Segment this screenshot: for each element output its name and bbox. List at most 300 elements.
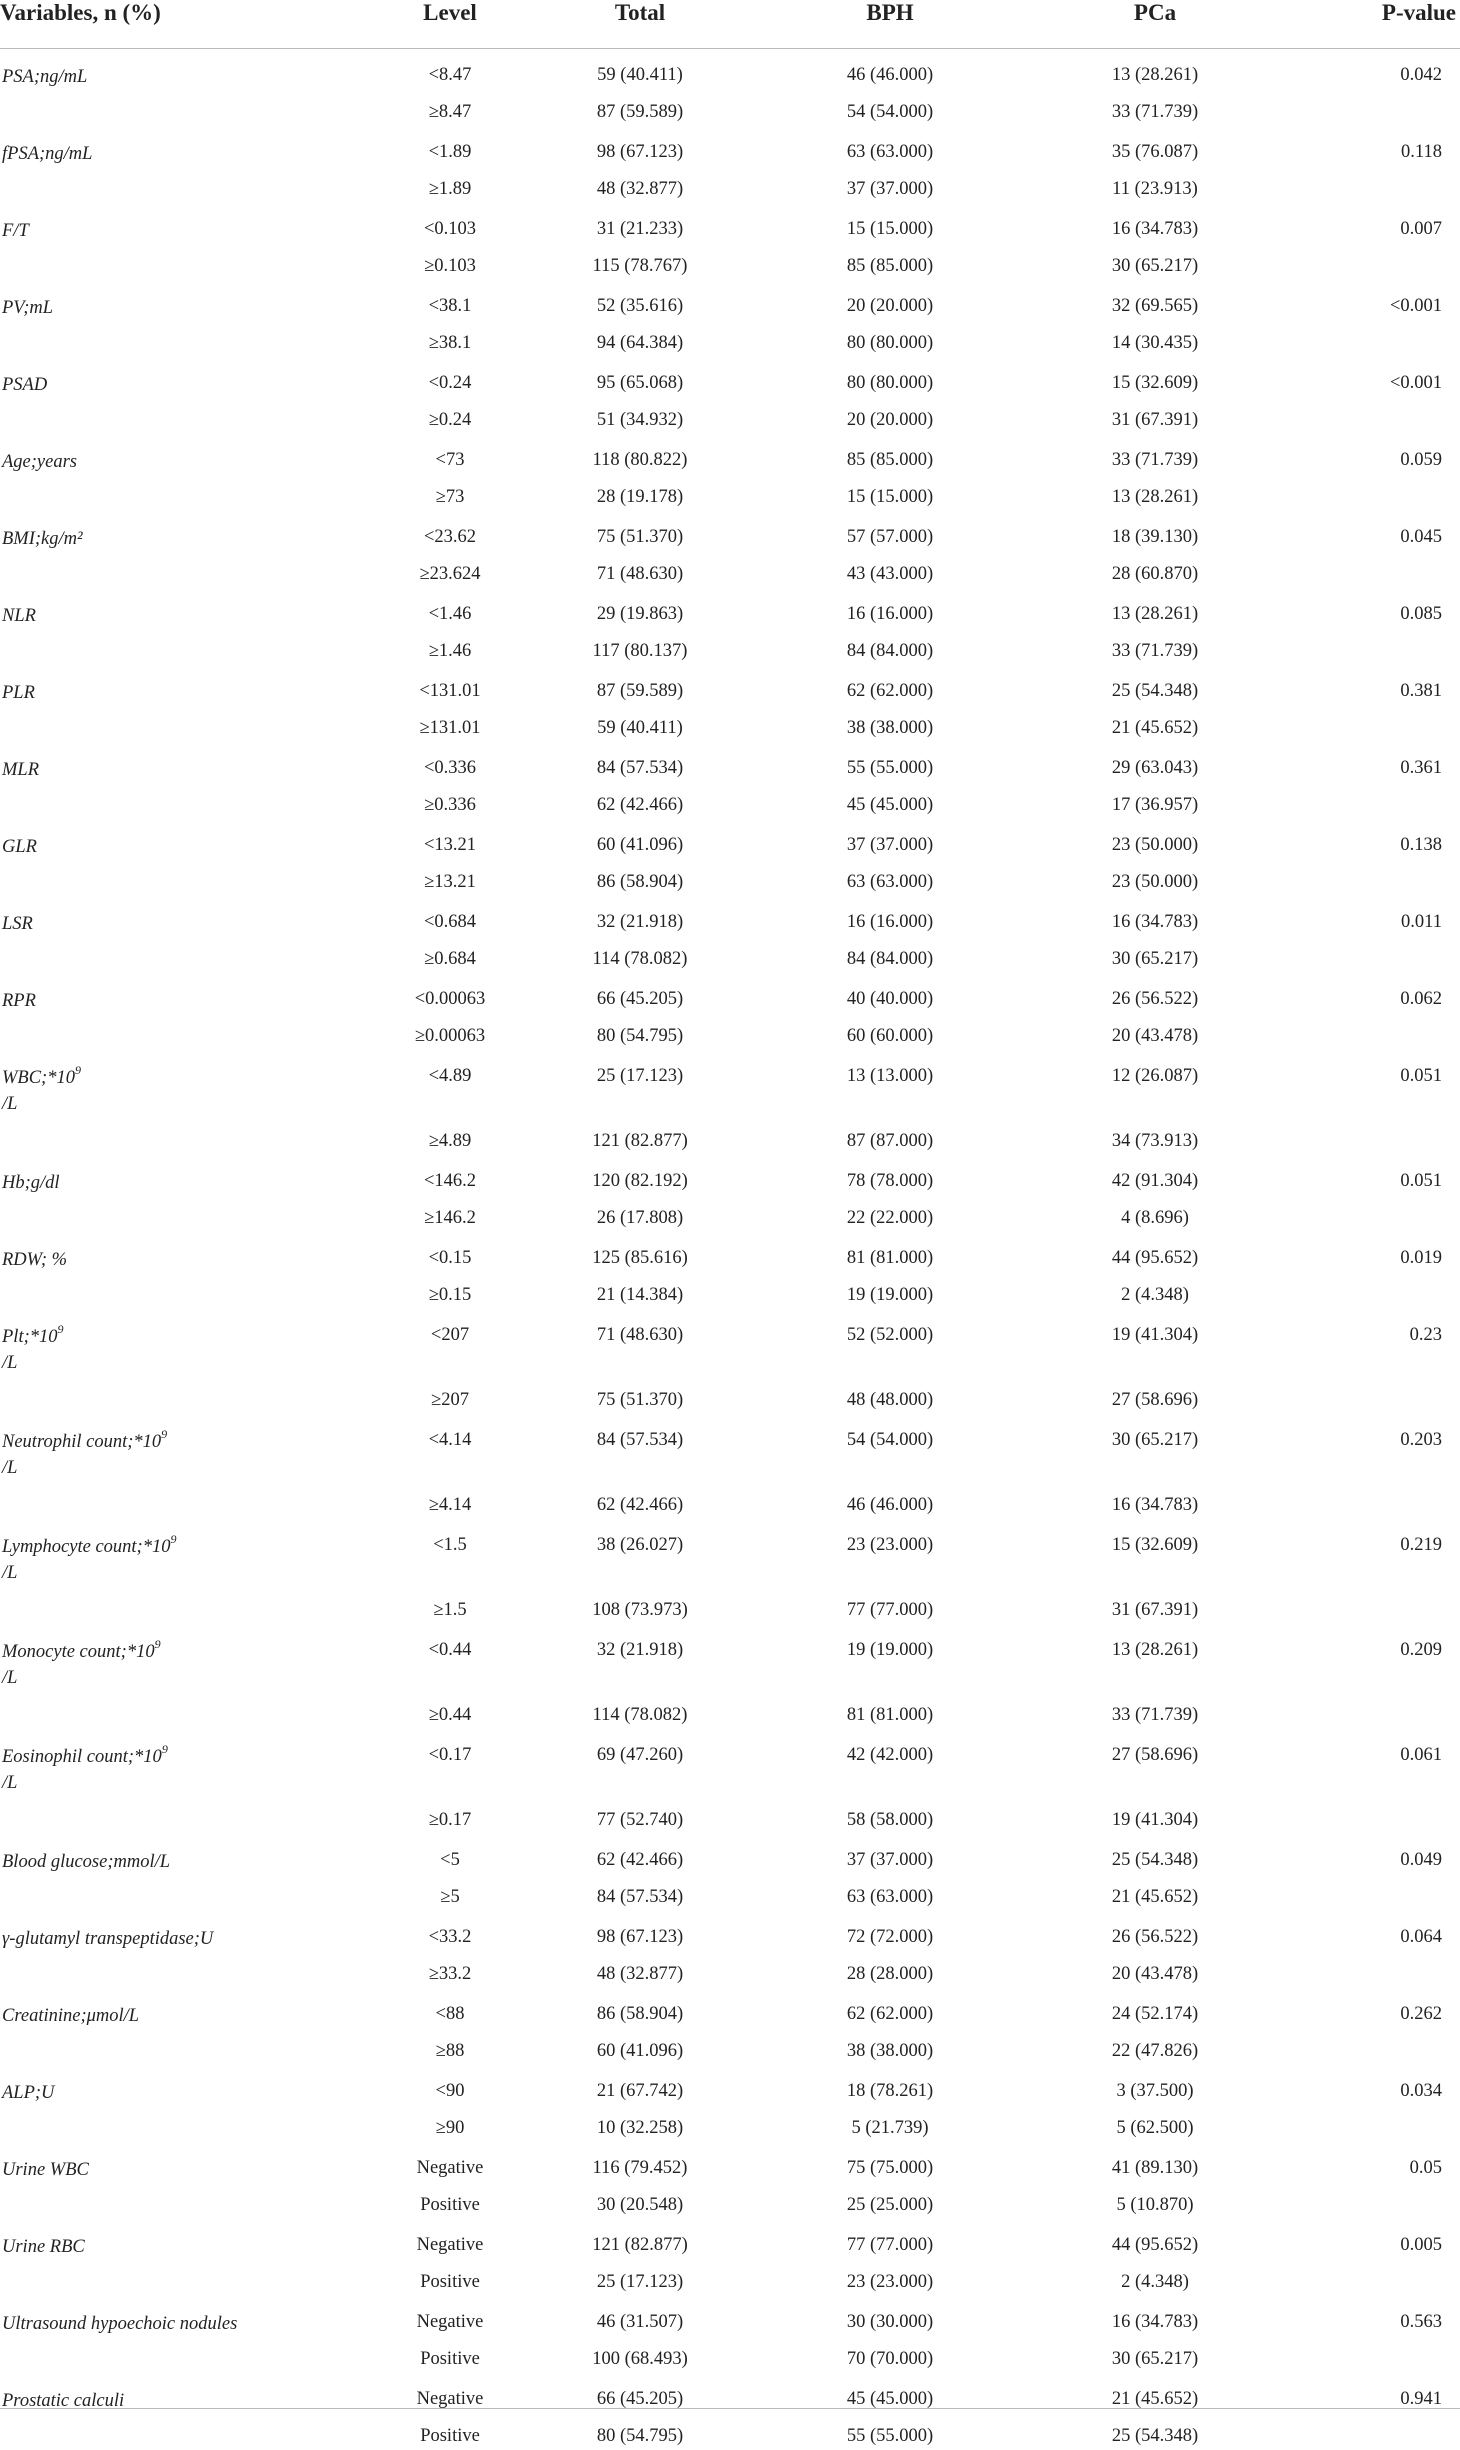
table-row: [0, 718, 1460, 742]
level-cell: ≥73: [370, 487, 530, 511]
pca-cell: 44 (95.652): [1030, 2219, 1280, 2272]
total-cell: 117 (80.137): [530, 641, 750, 665]
table-row: [0, 487, 1460, 511]
total-cell: 21 (67.742): [530, 2065, 750, 2118]
bph-cell: 25 (25.000): [750, 2195, 1030, 2219]
level-cell: ≥0.24: [370, 410, 530, 434]
bph-cell: 62 (62.000): [750, 665, 1030, 718]
pca-cell: 31 (67.391): [1030, 1600, 1280, 1624]
p-value-cell: [1280, 872, 1460, 896]
header-bph: BPH: [750, 0, 1030, 49]
total-cell: 48 (32.877): [530, 1964, 750, 1988]
level-cell: Positive: [370, 2272, 530, 2296]
variable-name: RDW; %: [2, 1250, 67, 1270]
variable-name: NLR: [2, 606, 36, 626]
variable-name: PSA;ng/mL: [2, 67, 87, 87]
variable-name: PLR: [2, 683, 35, 703]
variable-cell: [0, 1155, 370, 1208]
level-cell: <38.1: [370, 280, 530, 333]
bph-cell: 87 (87.000): [750, 1131, 1030, 1155]
level-cell: Positive: [370, 2426, 530, 2450]
total-cell: 86 (58.904): [530, 872, 750, 896]
total-cell: 98 (67.123): [530, 1911, 750, 1964]
bph-cell: 16 (16.000): [750, 896, 1030, 949]
header-level: Level: [370, 0, 530, 49]
variable-name: PV;mL: [2, 298, 53, 318]
pca-cell: 17 (36.957): [1030, 795, 1280, 819]
bph-cell: 60 (60.000): [750, 1026, 1030, 1050]
table-row: [0, 795, 1460, 819]
level-cell: <207: [370, 1309, 530, 1390]
total-cell: 84 (57.534): [530, 1887, 750, 1911]
level-cell: ≥0.336: [370, 795, 530, 819]
p-value-cell: [1280, 1705, 1460, 1729]
pca-cell: 19 (41.304): [1030, 1309, 1280, 1390]
p-value-cell: [1280, 2426, 1460, 2450]
variable-cell: [0, 973, 370, 1026]
total-cell: 86 (58.904): [530, 1988, 750, 2041]
bph-cell: 38 (38.000): [750, 718, 1030, 742]
table-row: [0, 2349, 1460, 2373]
pca-cell: 33 (71.739): [1030, 641, 1280, 665]
bph-cell: 19 (19.000): [750, 1285, 1030, 1309]
pca-cell: 2 (4.348): [1030, 2272, 1280, 2296]
p-value-cell: [1280, 256, 1460, 280]
level-cell: <0.24: [370, 357, 530, 410]
pca-cell: 33 (71.739): [1030, 434, 1280, 487]
p-value-cell: [1280, 410, 1460, 434]
pca-cell: 3 (37.500): [1030, 2065, 1280, 2118]
table-row: [0, 564, 1460, 588]
level-cell: ≥38.1: [370, 333, 530, 357]
variable-cell: [0, 280, 370, 333]
pca-cell: 24 (52.174): [1030, 1988, 1280, 2041]
bph-cell: 54 (54.000): [750, 102, 1030, 126]
variable-unit: /L: [2, 1094, 17, 1114]
variable-name: Blood glucose;mmol/L: [2, 1852, 170, 1872]
bph-cell: 20 (20.000): [750, 280, 1030, 333]
pca-cell: 13 (28.261): [1030, 487, 1280, 511]
bph-cell: 70 (70.000): [750, 2349, 1030, 2373]
table-row: [0, 973, 1460, 1026]
p-value-cell: [1280, 1887, 1460, 1911]
variable-unit: /L: [2, 1458, 17, 1478]
table-row: [0, 588, 1460, 641]
variable-name: Monocyte count;*10: [2, 1642, 155, 1662]
level-cell: Negative: [370, 2142, 530, 2195]
bph-cell: 45 (45.000): [750, 2373, 1030, 2426]
p-value-cell: 0.219: [1280, 1519, 1460, 1600]
bph-cell: 84 (84.000): [750, 641, 1030, 665]
table-row: [0, 1600, 1460, 1624]
variable-cell: [0, 819, 370, 872]
variable-cell: [0, 1208, 370, 1232]
total-cell: 62 (42.466): [530, 1834, 750, 1887]
p-value-cell: 0.563: [1280, 2296, 1460, 2349]
total-cell: 84 (57.534): [530, 1414, 750, 1495]
total-cell: 46 (31.507): [530, 2296, 750, 2349]
total-cell: 25 (17.123): [530, 1050, 750, 1131]
table-row: [0, 1911, 1460, 1964]
bph-cell: 28 (28.000): [750, 1964, 1030, 1988]
p-value-cell: [1280, 2041, 1460, 2065]
variable-cell: [0, 1887, 370, 1911]
level-cell: <0.336: [370, 742, 530, 795]
table-row: [0, 1285, 1460, 1309]
variable-name: RPR: [2, 991, 36, 1011]
table-row: [0, 1155, 1460, 1208]
bph-cell: 42 (42.000): [750, 1729, 1030, 1810]
bph-cell: 55 (55.000): [750, 742, 1030, 795]
bph-cell: 23 (23.000): [750, 2272, 1030, 2296]
total-cell: 80 (54.795): [530, 1026, 750, 1050]
p-value-cell: 0.118: [1280, 126, 1460, 179]
variable-superscript: 9: [75, 1063, 81, 1077]
variable-unit: /L: [2, 1563, 17, 1583]
bph-cell: 37 (37.000): [750, 1834, 1030, 1887]
level-cell: ≥146.2: [370, 1208, 530, 1232]
level-cell: ≥90: [370, 2118, 530, 2142]
total-cell: 62 (42.466): [530, 1495, 750, 1519]
total-cell: 95 (65.068): [530, 357, 750, 410]
table-row: [0, 1705, 1460, 1729]
variable-cell: [0, 949, 370, 973]
pca-cell: 23 (50.000): [1030, 872, 1280, 896]
bph-cell: 63 (63.000): [750, 126, 1030, 179]
level-cell: ≥0.684: [370, 949, 530, 973]
variable-cell: [0, 1050, 370, 1131]
level-cell: ≥1.5: [370, 1600, 530, 1624]
table-row: [0, 1834, 1460, 1887]
bph-cell: 30 (30.000): [750, 2296, 1030, 2349]
bph-cell: 84 (84.000): [750, 949, 1030, 973]
bph-cell: 77 (77.000): [750, 1600, 1030, 1624]
total-cell: 115 (78.767): [530, 256, 750, 280]
table-row: [0, 1414, 1460, 1495]
pca-cell: 20 (43.478): [1030, 1964, 1280, 1988]
table-row: [0, 1208, 1460, 1232]
variable-cell: [0, 2219, 370, 2272]
variable-unit: /L: [2, 1668, 17, 1688]
level-cell: ≥88: [370, 2041, 530, 2065]
header-p-value: P-value: [1280, 0, 1460, 49]
variable-name: ALP;U: [2, 2083, 54, 2103]
level-cell: <131.01: [370, 665, 530, 718]
bph-cell: 80 (80.000): [750, 333, 1030, 357]
p-value-cell: 0.051: [1280, 1155, 1460, 1208]
p-value-cell: [1280, 1208, 1460, 1232]
bph-cell: 43 (43.000): [750, 564, 1030, 588]
total-cell: 51 (34.932): [530, 410, 750, 434]
variable-name: Eosinophil count;*10: [2, 1747, 162, 1767]
table-row: [0, 641, 1460, 665]
variable-name: Lymphocyte count;*10: [2, 1537, 170, 1557]
level-cell: <4.14: [370, 1414, 530, 1495]
pca-cell: 27 (58.696): [1030, 1729, 1280, 1810]
table-row: [0, 1887, 1460, 1911]
variable-cell: [0, 1495, 370, 1519]
pca-cell: 5 (62.500): [1030, 2118, 1280, 2142]
p-value-cell: [1280, 564, 1460, 588]
variable-name: WBC;*10: [2, 1068, 75, 1088]
total-cell: 38 (26.027): [530, 1519, 750, 1600]
bph-cell: 55 (55.000): [750, 2426, 1030, 2450]
variable-cell: [0, 102, 370, 126]
pca-cell: 21 (45.652): [1030, 2373, 1280, 2426]
table-row: [0, 1964, 1460, 1988]
total-cell: 121 (82.877): [530, 2219, 750, 2272]
total-cell: 69 (47.260): [530, 1729, 750, 1810]
table-row: [0, 511, 1460, 564]
variable-name: PSAD: [2, 375, 47, 395]
variable-cell: [0, 1988, 370, 2041]
pca-cell: 26 (56.522): [1030, 1911, 1280, 1964]
bph-cell: 81 (81.000): [750, 1232, 1030, 1285]
variable-cell: [0, 1729, 370, 1810]
bph-cell: 16 (16.000): [750, 588, 1030, 641]
table-row: [0, 1624, 1460, 1705]
variable-cell: [0, 2118, 370, 2142]
variable-cell: [0, 2426, 370, 2450]
variable-name: BMI;kg/m²: [2, 529, 83, 549]
table-row: [0, 1519, 1460, 1600]
bph-cell: 46 (46.000): [750, 49, 1030, 103]
bph-cell: 22 (22.000): [750, 1208, 1030, 1232]
bph-cell: 37 (37.000): [750, 179, 1030, 203]
header-total: Total: [530, 0, 750, 49]
level-cell: ≥33.2: [370, 1964, 530, 1988]
p-value-cell: 0.051: [1280, 1050, 1460, 1131]
table-row: [0, 2296, 1460, 2349]
p-value-cell: [1280, 102, 1460, 126]
p-value-cell: [1280, 1390, 1460, 1414]
level-cell: ≥4.89: [370, 1131, 530, 1155]
pca-cell: 15 (32.609): [1030, 1519, 1280, 1600]
variable-name: Hb;g/dl: [2, 1173, 60, 1193]
level-cell: <1.89: [370, 126, 530, 179]
pca-cell: 32 (69.565): [1030, 280, 1280, 333]
variable-name: Urine RBC: [2, 2237, 85, 2257]
p-value-cell: 0.007: [1280, 203, 1460, 256]
variable-cell: [0, 2373, 370, 2426]
variable-cell: [0, 1285, 370, 1309]
total-cell: 108 (73.973): [530, 1600, 750, 1624]
total-cell: 87 (59.589): [530, 102, 750, 126]
table-row: [0, 333, 1460, 357]
p-value-cell: 0.23: [1280, 1309, 1460, 1390]
variable-cell: [0, 1624, 370, 1705]
total-cell: 30 (20.548): [530, 2195, 750, 2219]
p-value-cell: <0.001: [1280, 357, 1460, 410]
variable-name: F/T: [2, 221, 29, 241]
p-value-cell: 0.203: [1280, 1414, 1460, 1495]
bph-cell: 72 (72.000): [750, 1911, 1030, 1964]
table-row: [0, 1729, 1460, 1810]
p-value-cell: [1280, 1964, 1460, 1988]
variable-unit: /L: [2, 1773, 17, 1793]
table-row: [0, 2065, 1460, 2118]
table-row: [0, 2219, 1460, 2272]
p-value-cell: 0.062: [1280, 973, 1460, 1026]
pca-cell: 4 (8.696): [1030, 1208, 1280, 1232]
pca-cell: 2 (4.348): [1030, 1285, 1280, 1309]
total-cell: 26 (17.808): [530, 1208, 750, 1232]
table-row: [0, 126, 1460, 179]
variable-cell: [0, 872, 370, 896]
pca-cell: 21 (45.652): [1030, 718, 1280, 742]
total-cell: 59 (40.411): [530, 49, 750, 103]
bph-cell: 23 (23.000): [750, 1519, 1030, 1600]
total-cell: 10 (32.258): [530, 2118, 750, 2142]
total-cell: 118 (80.822): [530, 434, 750, 487]
level-cell: ≥1.89: [370, 179, 530, 203]
pca-cell: 16 (34.783): [1030, 1495, 1280, 1519]
p-value-cell: 0.361: [1280, 742, 1460, 795]
table-row: [0, 1988, 1460, 2041]
level-cell: Positive: [370, 2195, 530, 2219]
bph-cell: 13 (13.000): [750, 1050, 1030, 1131]
level-cell: <1.46: [370, 588, 530, 641]
variable-cell: [0, 564, 370, 588]
level-cell: <1.5: [370, 1519, 530, 1600]
bph-cell: 38 (38.000): [750, 2041, 1030, 2065]
level-cell: ≥131.01: [370, 718, 530, 742]
bph-cell: 45 (45.000): [750, 795, 1030, 819]
level-cell: ≥4.14: [370, 1495, 530, 1519]
total-cell: 66 (45.205): [530, 973, 750, 1026]
variable-cell: [0, 641, 370, 665]
p-value-cell: 0.085: [1280, 588, 1460, 641]
level-cell: <13.21: [370, 819, 530, 872]
total-cell: 80 (54.795): [530, 2426, 750, 2450]
variable-superscript: 9: [58, 1322, 64, 1336]
pca-cell: 25 (54.348): [1030, 1834, 1280, 1887]
total-cell: 75 (51.370): [530, 1390, 750, 1414]
level-cell: ≥0.00063: [370, 1026, 530, 1050]
level-cell: ≥5: [370, 1887, 530, 1911]
header-row: [0, 0, 1460, 49]
variable-cell: [0, 410, 370, 434]
table-row: [0, 1810, 1460, 1834]
p-value-cell: 0.005: [1280, 2219, 1460, 2272]
bph-cell: 18 (78.261): [750, 2065, 1030, 2118]
total-cell: 77 (52.740): [530, 1810, 750, 1834]
pca-cell: 25 (54.348): [1030, 2426, 1280, 2450]
p-value-cell: 0.045: [1280, 511, 1460, 564]
p-value-cell: 0.042: [1280, 49, 1460, 103]
level-cell: ≥0.17: [370, 1810, 530, 1834]
variable-cell: [0, 511, 370, 564]
variable-cell: [0, 179, 370, 203]
p-value-cell: [1280, 1600, 1460, 1624]
total-cell: 29 (19.863): [530, 588, 750, 641]
pca-cell: 22 (47.826): [1030, 2041, 1280, 2065]
pca-cell: 13 (28.261): [1030, 1624, 1280, 1705]
pca-cell: 33 (71.739): [1030, 1705, 1280, 1729]
total-cell: 71 (48.630): [530, 1309, 750, 1390]
variable-name: Neutrophil count;*10: [2, 1432, 161, 1452]
variable-name: Urine WBC: [2, 2160, 89, 2180]
variable-cell: [0, 1390, 370, 1414]
variable-name: γ-glutamyl transpeptidase;U: [2, 1929, 213, 1949]
level-cell: <0.17: [370, 1729, 530, 1810]
variable-cell: [0, 1834, 370, 1887]
variable-cell: [0, 718, 370, 742]
level-cell: <0.103: [370, 203, 530, 256]
variable-cell: [0, 256, 370, 280]
variable-name: MLR: [2, 760, 39, 780]
pca-cell: 30 (65.217): [1030, 1414, 1280, 1495]
variable-cell: [0, 2142, 370, 2195]
pca-cell: 12 (26.087): [1030, 1050, 1280, 1131]
variable-unit: /L: [2, 1353, 17, 1373]
bph-cell: 80 (80.000): [750, 357, 1030, 410]
total-cell: 75 (51.370): [530, 511, 750, 564]
level-cell: Negative: [370, 2373, 530, 2426]
level-cell: ≥207: [370, 1390, 530, 1414]
total-cell: 87 (59.589): [530, 665, 750, 718]
total-cell: 32 (21.918): [530, 1624, 750, 1705]
level-cell: <0.684: [370, 896, 530, 949]
p-value-cell: [1280, 1026, 1460, 1050]
pca-cell: 21 (45.652): [1030, 1887, 1280, 1911]
pca-cell: 20 (43.478): [1030, 1026, 1280, 1050]
variable-cell: [0, 1600, 370, 1624]
pca-cell: 15 (32.609): [1030, 357, 1280, 410]
variable-cell: [0, 2195, 370, 2219]
pca-cell: 16 (34.783): [1030, 203, 1280, 256]
table-row: [0, 2426, 1460, 2450]
table-row: [0, 2118, 1460, 2142]
level-cell: ≥1.46: [370, 641, 530, 665]
pca-cell: 16 (34.783): [1030, 2296, 1280, 2349]
variable-cell: [0, 357, 370, 410]
variable-cell: [0, 2296, 370, 2349]
p-value-cell: 0.381: [1280, 665, 1460, 718]
bph-cell: 46 (46.000): [750, 1495, 1030, 1519]
total-cell: 125 (85.616): [530, 1232, 750, 1285]
level-cell: Negative: [370, 2296, 530, 2349]
bph-cell: 62 (62.000): [750, 1988, 1030, 2041]
pca-cell: 30 (65.217): [1030, 949, 1280, 973]
bph-cell: 78 (78.000): [750, 1155, 1030, 1208]
bph-cell: 58 (58.000): [750, 1810, 1030, 1834]
variable-cell: [0, 896, 370, 949]
total-cell: 62 (42.466): [530, 795, 750, 819]
p-value-cell: 0.061: [1280, 1729, 1460, 1810]
table-row: [0, 2041, 1460, 2065]
pca-cell: 28 (60.870): [1030, 564, 1280, 588]
variable-name: Prostatic calculi: [2, 2391, 124, 2411]
total-cell: 60 (41.096): [530, 819, 750, 872]
variable-name: LSR: [2, 914, 33, 934]
p-value-cell: 0.05: [1280, 2142, 1460, 2195]
pca-cell: 30 (65.217): [1030, 2349, 1280, 2373]
variable-cell: [0, 1810, 370, 1834]
total-cell: 71 (48.630): [530, 564, 750, 588]
bph-cell: 52 (52.000): [750, 1309, 1030, 1390]
bph-cell: 54 (54.000): [750, 1414, 1030, 1495]
p-value-cell: [1280, 1285, 1460, 1309]
p-value-cell: [1280, 1495, 1460, 1519]
total-cell: 116 (79.452): [530, 2142, 750, 2195]
table-row: [0, 896, 1460, 949]
pca-cell: 19 (41.304): [1030, 1810, 1280, 1834]
level-cell: ≥23.624: [370, 564, 530, 588]
total-cell: 84 (57.534): [530, 742, 750, 795]
pca-cell: 33 (71.739): [1030, 102, 1280, 126]
p-value-cell: [1280, 179, 1460, 203]
